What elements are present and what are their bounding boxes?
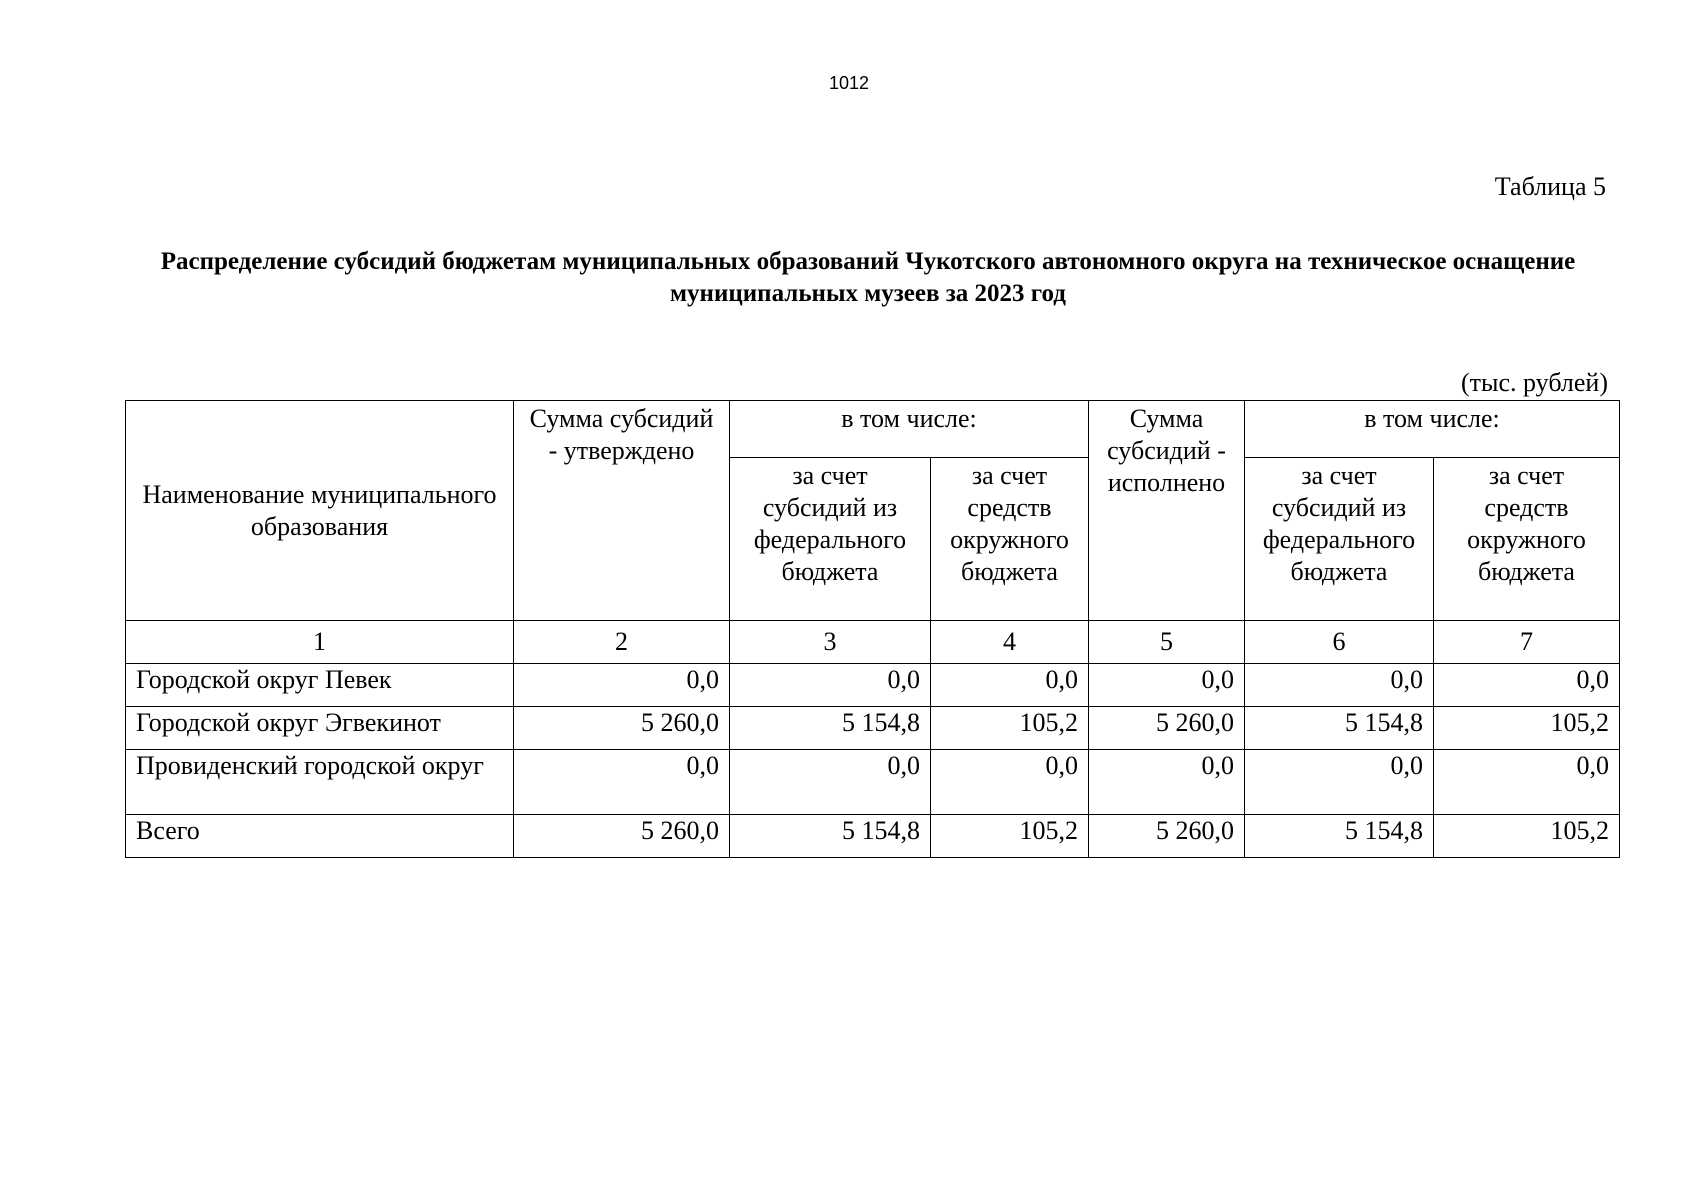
total-value: 105,2 bbox=[1434, 815, 1620, 858]
row-name: Провиденский городской округ bbox=[126, 750, 514, 815]
header-approved: Сумма субсидий - утверждено bbox=[514, 401, 730, 621]
cell-value: 0,0 bbox=[1245, 664, 1434, 707]
document-title: Распределение субсидий бюджетам муниципальных образований Чукотского автономного округа на техническое оснащение муниципальных музеев за 2023 год bbox=[160, 248, 1576, 307]
cell-value: 105,2 bbox=[1434, 707, 1620, 750]
cell-value: 0,0 bbox=[1434, 750, 1620, 815]
cell-value: 5 154,8 bbox=[1245, 707, 1434, 750]
cell-value: 0,0 bbox=[931, 664, 1089, 707]
total-value: 5 154,8 bbox=[730, 815, 931, 858]
table-label: Таблица 5 bbox=[1494, 172, 1606, 201]
header-name: Наименование муниципального образования bbox=[126, 401, 514, 621]
column-number: 4 bbox=[931, 621, 1089, 664]
total-value: 105,2 bbox=[931, 815, 1089, 858]
column-number-row bbox=[126, 621, 1620, 664]
units-label: (тыс. рублей) bbox=[1460, 368, 1608, 397]
cell-value: 0,0 bbox=[1245, 750, 1434, 815]
cell-value: 0,0 bbox=[730, 664, 931, 707]
cell-value: 0,0 bbox=[514, 750, 730, 815]
header-executed: Сумма субсидий - исполнено bbox=[1089, 401, 1245, 621]
subsidy-table bbox=[125, 400, 1620, 858]
cell-value: 0,0 bbox=[730, 750, 931, 815]
header-including-1: в том числе: bbox=[730, 401, 1089, 458]
cell-value: 0,0 bbox=[1089, 664, 1245, 707]
row-name: Городской округ Эгвекинот bbox=[126, 707, 514, 750]
column-number: 2 bbox=[514, 621, 730, 664]
header-including-2: в том числе: bbox=[1245, 401, 1620, 458]
total-value: 5 154,8 bbox=[1245, 815, 1434, 858]
cell-value: 5 260,0 bbox=[1089, 707, 1245, 750]
cell-value: 0,0 bbox=[931, 750, 1089, 815]
cell-value: 0,0 bbox=[1434, 664, 1620, 707]
cell-value: 0,0 bbox=[1089, 750, 1245, 815]
header-federal-2: за счет субсидий из федерального бюджета bbox=[1245, 458, 1434, 621]
cell-value: 5 260,0 bbox=[514, 707, 730, 750]
cell-value: 5 154,8 bbox=[730, 707, 931, 750]
column-number: 5 bbox=[1089, 621, 1245, 664]
total-value: 5 260,0 bbox=[1089, 815, 1245, 858]
row-name: Городской округ Певек bbox=[126, 664, 514, 707]
page-number: 1012 bbox=[828, 73, 870, 93]
column-number: 7 bbox=[1434, 621, 1620, 664]
header-district-1: за счет средств окружного бюджета bbox=[931, 458, 1089, 621]
column-number: 3 bbox=[730, 621, 931, 664]
column-number: 6 bbox=[1245, 621, 1434, 664]
total-row bbox=[126, 815, 1620, 858]
table-row bbox=[126, 707, 1620, 750]
total-label: Всего bbox=[126, 815, 514, 858]
table-row bbox=[126, 664, 1620, 707]
total-value: 5 260,0 bbox=[514, 815, 730, 858]
cell-value: 105,2 bbox=[931, 707, 1089, 750]
header-federal-1: за счет субсидий из федерального бюджета bbox=[730, 458, 931, 621]
column-number: 1 bbox=[126, 621, 514, 664]
table-row bbox=[126, 750, 1620, 815]
header-district-2: за счет средств окружного бюджета bbox=[1434, 458, 1620, 621]
cell-value: 0,0 bbox=[514, 664, 730, 707]
